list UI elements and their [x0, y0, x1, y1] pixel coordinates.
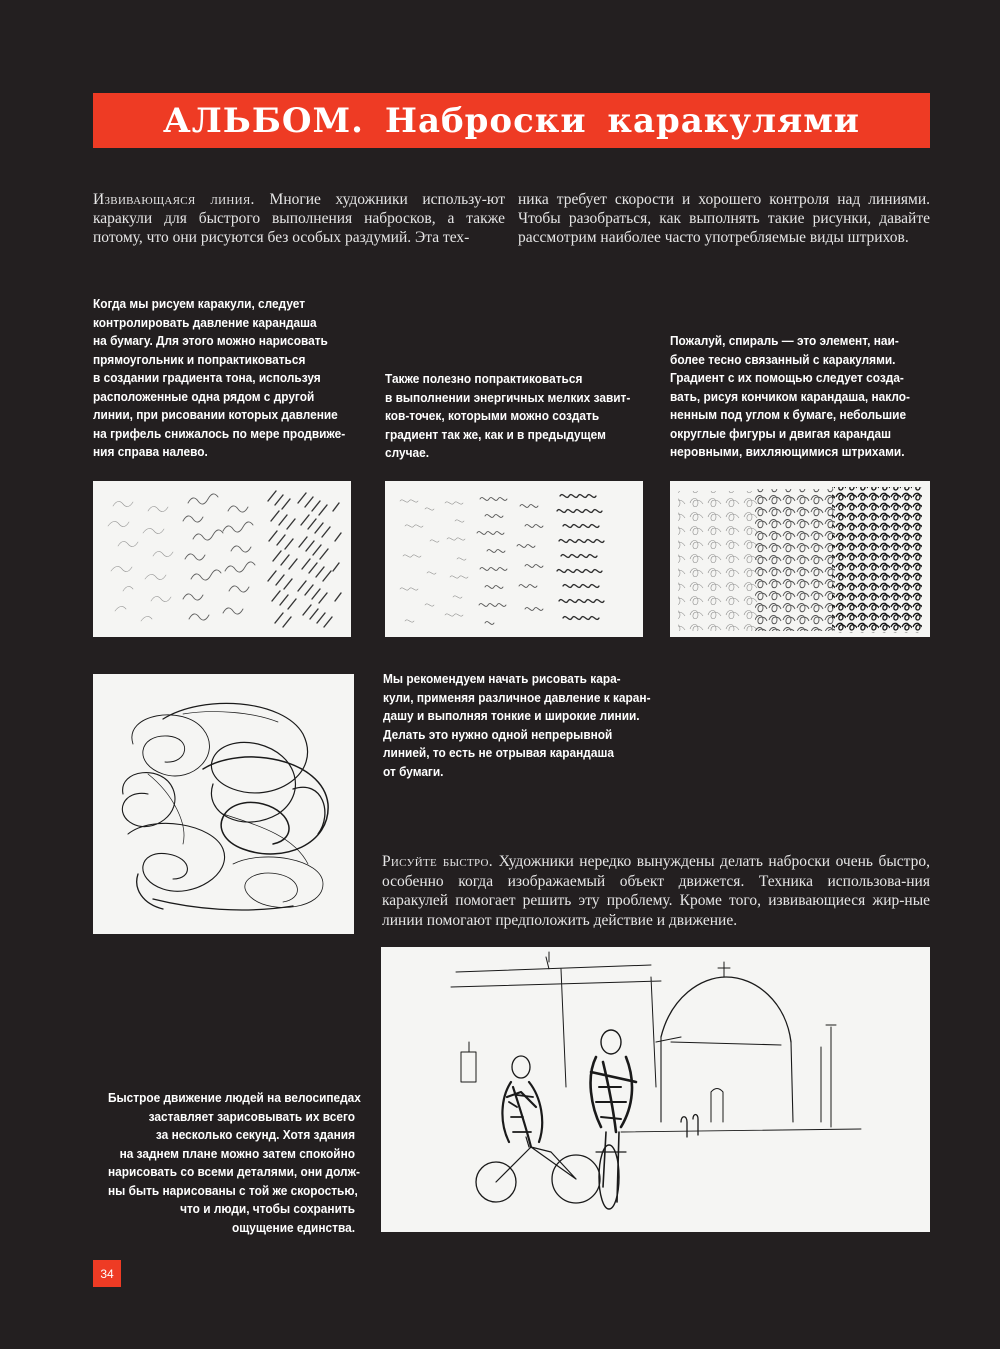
cyclists-sketch: [381, 947, 930, 1232]
caption-line: за несколько секунд. Хотя здания: [155, 1128, 355, 1142]
caption-line: ния справа налево.: [93, 445, 208, 459]
caption-line: линией, то есть не отрывая карандаша: [383, 746, 614, 760]
caption-line: в создании градиента тона, используя: [93, 371, 321, 385]
continuous-line-scribble-drawing: [93, 674, 354, 934]
caption-line: округлые фигуры и двигая карандаш: [670, 426, 892, 441]
caption-line: Когда мы рисуем каракули, следует: [93, 297, 306, 311]
spiral-gradient-drawing: [670, 481, 930, 637]
caption-line: кули, применяя различное давление к каран-: [383, 690, 651, 705]
title-banner: [93, 93, 930, 148]
caption-line: на бумагу. Для этого можно нарисовать: [93, 334, 328, 348]
caption-line: от бумаги.: [383, 764, 444, 779]
caption-line: нарисовать со всеми деталями, они долж-: [108, 1165, 360, 1179]
caption-line: вать, рисуя кончиком карандаша, накло-: [670, 389, 910, 404]
caption-bikes: [108, 1089, 361, 1237]
caption-line: Также полезно попрактиковаться: [385, 372, 583, 386]
caption-line: ны быть нарисованы с той же скоростью,: [108, 1183, 358, 1198]
page-title: АЛЬБОМ. Наброски каракулями: [163, 100, 860, 141]
spiral-gradient-sketch: [670, 481, 930, 637]
curl-dots-drawing: [385, 481, 643, 637]
caption-spiral: [670, 332, 927, 462]
caption-line: дашу и выполняя тонкие и широкие линии.: [383, 709, 640, 723]
caption-dots: [385, 370, 632, 463]
caption-line: контролировать давление карандаша: [93, 315, 317, 330]
intro-left-column: [93, 190, 505, 247]
caption-line: Градиент с их помощью следует созда-: [670, 371, 904, 385]
caption-line: прямоугольник и попрактиковаться: [93, 352, 306, 367]
intro-right-column: [518, 190, 930, 247]
caption-line: градиент так же, как и в предыдущем: [385, 427, 606, 442]
caption-line: Делать это нужно одной непрерывной: [383, 727, 613, 742]
fast-lead: Рисуйте быстро.: [382, 853, 499, 870]
caption-gradient: [93, 295, 350, 462]
page-number: 34: [93, 1260, 121, 1287]
caption-line: линии, при рисовании которых давление: [93, 408, 338, 422]
caption-line: неровными, вихляющимися штрихами.: [670, 445, 905, 459]
caption-line: Мы рекомендуем начать рисовать кара-: [383, 672, 621, 686]
caption-line: ков-точек, которыми можно создать: [385, 409, 600, 423]
continuous-line-scribble-sketch: [93, 674, 354, 934]
cyclists-drawing: [381, 947, 930, 1232]
caption-line: что и люди, чтобы сохранить: [180, 1202, 355, 1216]
caption-pressure: [383, 670, 649, 781]
caption-line: Пожалуй, спираль — это элемент, наи-: [670, 334, 899, 348]
gradient-strokes-sketch: [93, 481, 351, 637]
gradient-strokes-drawing: [93, 481, 351, 637]
fast-drawing-paragraph: [382, 852, 930, 930]
caption-line: ощущение единства.: [232, 1220, 355, 1235]
caption-line: более тесно связанный с каракулями.: [670, 352, 896, 367]
intro-lead: Извивающаяся линия.: [93, 191, 270, 208]
intro-right-text: ника требует скорости и хорошего контроля над линиями. Чтобы разобраться, как выполнять такие рисунки, давайте рассмотрим наиболее часто употребляемые виды штрихов.: [518, 191, 930, 246]
curl-dots-sketch: [385, 481, 643, 637]
intro-left-text: Многие художники использу-ют каракули для быстрого выполнения набросков, а также потому, что они рисуются без особых раздумий. Эта тех-: [93, 191, 505, 246]
caption-line: случае.: [385, 446, 430, 460]
caption-line: Быстрое движение людей на велосипедах: [108, 1091, 361, 1105]
caption-line: на заднем плане можно затем спокойно: [119, 1146, 355, 1161]
caption-line: заставляет зарисовывать их всего: [148, 1109, 355, 1124]
caption-line: на грифель снижалось по мере продвиже-: [93, 426, 346, 441]
caption-line: в выполнении энергичных мелких завит-: [385, 390, 631, 405]
caption-line: ненным под углом к бумаге, небольшие: [670, 408, 907, 422]
fast-text: Художники нередко вынуждены делать наброски очень быстро, особенно когда изображаемый объект движется. Техника использова-ния каракулей помогает решить эту проблему. Кроме того, извивающиеся жир-ные линии помогают предположить действие и движение.: [382, 853, 930, 929]
caption-line: расположенные одна рядом с другой: [93, 389, 315, 404]
